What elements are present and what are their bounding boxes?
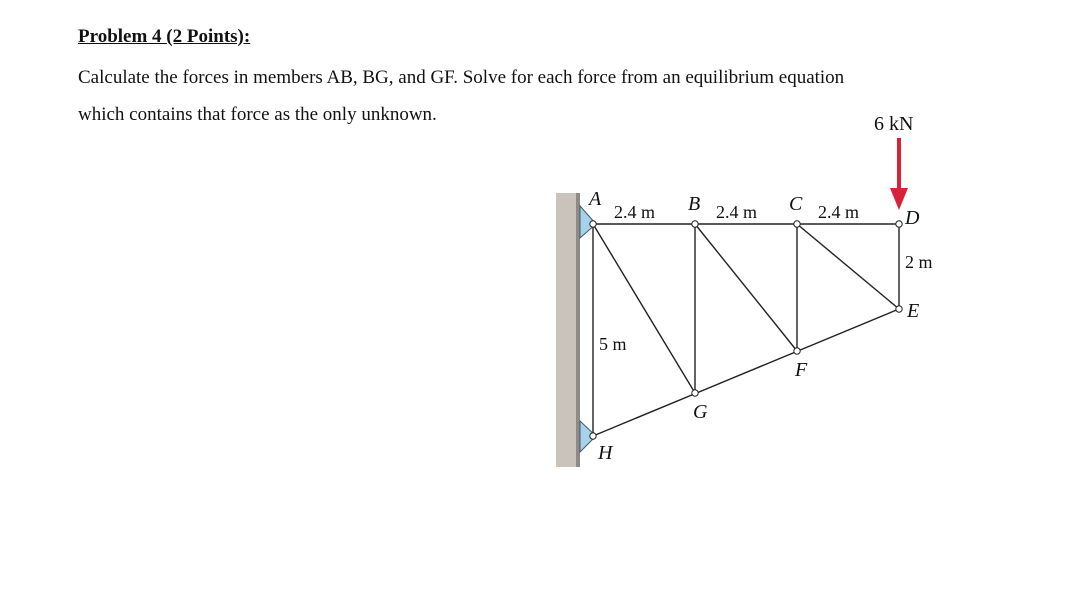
problem-statement-line-2: which contains that force as the only unknown.	[78, 104, 437, 125]
label-a: A	[589, 188, 602, 210]
dim-de: 2 m	[905, 252, 933, 272]
joint-e	[896, 306, 902, 312]
joint-b	[692, 221, 698, 227]
joint-f	[794, 348, 800, 354]
joint-h	[590, 433, 596, 439]
label-b: B	[688, 193, 701, 215]
member-bf	[695, 224, 797, 351]
dim-ah: 5 m	[599, 334, 627, 354]
label-c: C	[789, 193, 803, 215]
member-ag	[593, 224, 695, 393]
joint-d	[896, 221, 902, 227]
load-label: 6 kN	[874, 113, 914, 135]
wall-edge	[576, 193, 580, 467]
dim-ab: 2.4 m	[614, 202, 656, 222]
member-ce	[797, 224, 899, 309]
joint-g	[692, 390, 698, 396]
joint-c	[794, 221, 800, 227]
problem-heading: Problem 4 (2 Points):	[78, 26, 251, 47]
member-he	[593, 309, 899, 436]
joint-a	[590, 221, 596, 227]
dim-bc: 2.4 m	[716, 202, 758, 222]
problem-statement-line-1: Calculate the forces in members AB, BG, and GF. Solve for each force from an equilibrium equation	[78, 67, 845, 88]
label-f: F	[795, 359, 808, 381]
label-d: D	[905, 207, 920, 229]
dim-cd: 2.4 m	[818, 202, 860, 222]
label-g: G	[693, 401, 708, 423]
label-e: E	[907, 300, 920, 322]
label-h: H	[598, 442, 613, 464]
